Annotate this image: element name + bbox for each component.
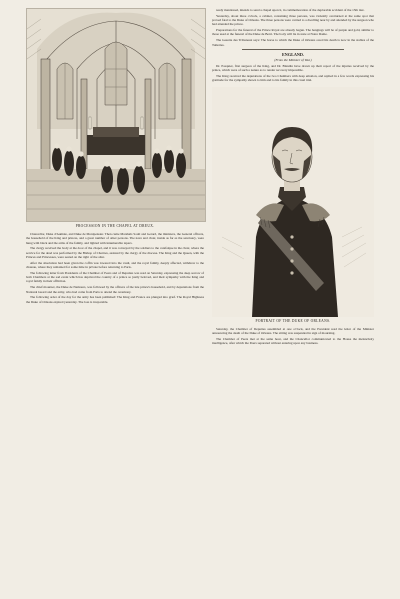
left-paragraph: The following letter from Presidents of the Chamber of Peers and of Deputies was read on Saturday, expressing the deep sorrow of both Chambers at the sad event which has deprived the country of a prince so justly beloved, and their sympathy with the King and royal family in their affliction.	[26, 270, 204, 284]
right-paragraph: The King received the deputations of the two Chambers with deep emotion, and replied in a few words expressing his gratitude for the sympathy shown to him and to his family in this cruel trial.	[212, 73, 374, 83]
section-heading: ENGLAND.	[282, 51, 304, 57]
right-column	[212, 8, 374, 347]
right-paragraph: The Chamber of Peers met at the same hour, and the Chancellor communicated to the House the melancholy intelligence, after which the Peers separated without entering upon any business.	[212, 336, 374, 345]
left-paragraph: The clergy received the body at the door of the chapel, and it was conveyed by the soldiers to the catafalque in the choir, where the service for the dead was performed by the Bishop of Chartres, assisted by the clergy of the diocese. The King and the Queen, with the Princes and Princesses, were seated on the right of the altar.	[26, 246, 204, 259]
right-paragraph: Yesterday, about three o'clock, a cabinet, containing three persons, was violently overturned at the same spot that proved fatal to the Duke of Orleans. The three persons were carried to a dwelling near by and attended by the surgeon who had attended the prince.	[212, 13, 374, 27]
right-paragraph: Preparations for the funeral of the Prince Royal are already begun. The hangings will be of purple and gold, similar to those used at the funeral of the Duke de Berri. The body will lie in state at Notre Dame.	[212, 28, 374, 37]
portrait-illustration	[212, 87, 374, 317]
left-paragraph: The chief mourner, the Duke de Nemours, was followed by the officers of the late prince's household, and by deputations from the National Guard and the army, who had come from Paris to attend the ceremony.	[26, 285, 204, 294]
chapel-procession-engraving	[26, 8, 206, 222]
right-paragraph: The Gazette des Tribunaux says: The horse to which the Duke of Orleans owed his death is now in the stables of the Tuileries.	[212, 38, 374, 47]
left-paragraph: Chancellor, Duke d'Aumale, and Duke de Montpensier. Then came Marshals Soult and Gerard, the ministers, the General officers, the household of the King and princes, and a great number of other persons. The nave and choir, inside as far as the sanctuary, were hung with black and the arms of the family, and lighted with innumerable tapers.	[26, 232, 204, 245]
right-paragraph: ready mentioned, intends to send a chapel upon it, in commemoration of the deplorable accident of the 13th inst.	[216, 8, 365, 12]
illustration-caption: PROCESSION IN THE CHAPEL AT DREUX.	[75, 224, 155, 228]
section-divider	[242, 49, 344, 50]
right-paragraph: Saturday, the Chamber of Deputies assembled at one o'clock, and the President read the letter of the Minister announcing the death of the Duke of Orleans. The sitting was suspended in sign of mourning.	[212, 326, 374, 335]
chapel-illustration	[27, 9, 205, 221]
portrait-caption: PORTRAIT OF THE DUKE OF ORLEANS.	[255, 318, 331, 323]
right-paragraph: Dr. Pasquier, first surgeon of the King, and Dr. Blandin have drawn up their report of the injuries received by the prince, which were of such a nature as to render recovery impossible.	[212, 63, 374, 73]
section-subheading: (From the Minister of War.)	[274, 57, 312, 62]
left-paragraph: After the absolution had been given the coffin was lowered into the vault, and the royal family, deeply affected, withdrew to the chateau, where they remained for some time in private before returning to Paris.	[26, 260, 204, 270]
left-column	[26, 8, 204, 305]
duke-portrait-engraving	[212, 87, 374, 317]
left-paragraph: The following order of the day for the army has been published: The King and France are plunged into grief. The Royal Highness the Duke of Orleans expired yesterday. The loss is irreparable.	[26, 295, 204, 304]
